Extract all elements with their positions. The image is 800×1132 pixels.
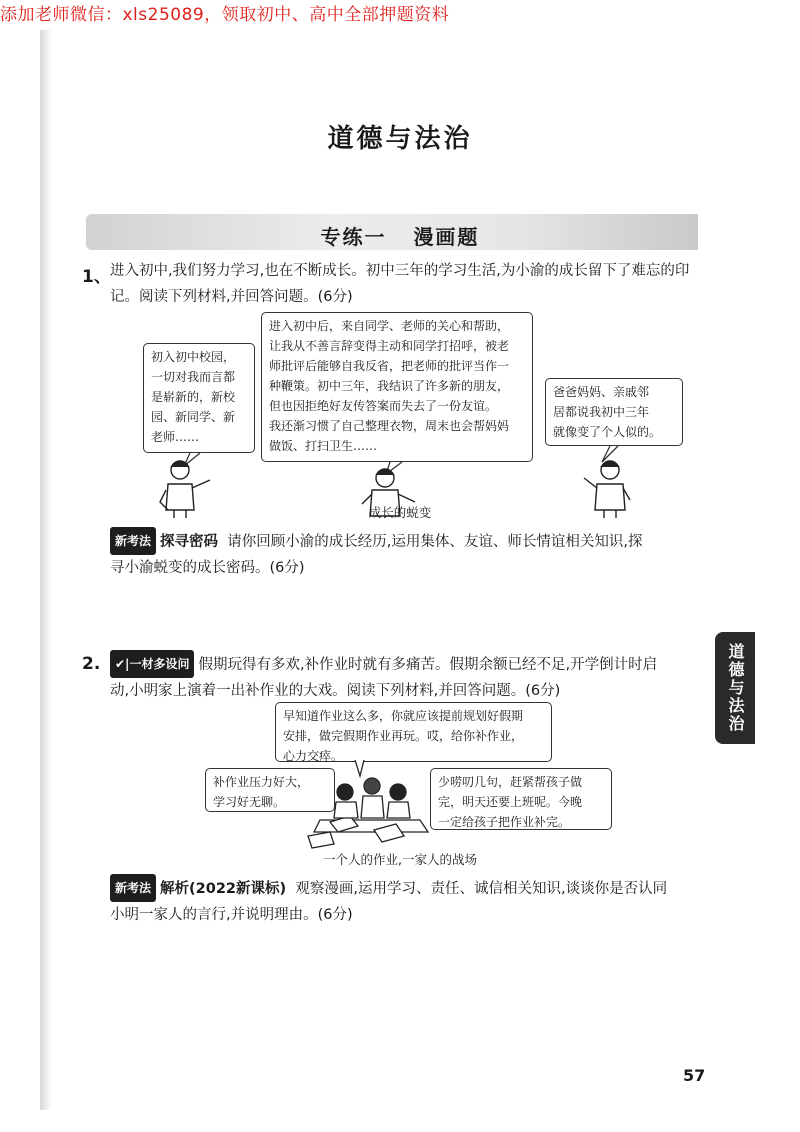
q1-task-line2: 寻小渝蜕变的成长密码。(6分): [110, 560, 305, 576]
page-number: 57: [683, 1066, 706, 1085]
q1-speech-bubble-right: 爸爸妈妈、亲戚邻 居都说我初中三年 就像变了个人似的。: [545, 378, 683, 446]
q1-task-label: 探寻密码: [160, 534, 219, 550]
q2-task-line2: 小明一家人的言行,并说明理由。(6分): [110, 907, 353, 923]
q1-speech-bubble-left: 初入初中校园， 一切对我而言都 是崭新的，新校 园、新同学、新 老师……: [143, 343, 255, 453]
section-title: [0, 221, 800, 250]
q2-family-homework-cartoon: [300, 760, 440, 850]
new-method-badge: 新考法: [110, 527, 156, 555]
q2-speech-bubble-right: 少唠叨几句，赶紧帮孩子做 完，明天还要上班呢。今晚 一定给孩子把作业补完。: [430, 768, 612, 830]
question-1-intro-line2: 记。阅读下列材料,并回答问题。(6分): [110, 289, 353, 305]
side-tab-subject: 道德与法治: [715, 632, 755, 744]
section-name: 漫画题: [413, 225, 480, 249]
section-label: 专练一: [320, 225, 387, 249]
watermark-text: 添加老师微信：xls25089，领取初中、高中全部押题资料: [0, 5, 450, 25]
q1-cartoon-caption: 成长的蜕变: [368, 505, 432, 520]
q2-cartoon-caption: 一个人的作业,一家人的战场: [323, 852, 477, 867]
question-2-number: 2.: [82, 654, 101, 674]
question-2-task: [110, 874, 710, 928]
q2-task-label: 解析(2022新课标): [160, 881, 287, 897]
q2-speech-bubble-top: 早知道作业这么多，你就应该提前规划好假期 安排，做完假期作业再玩。哎，给你补作业， 心力交瘁。: [275, 702, 552, 762]
question-2-intro: [110, 650, 710, 704]
q2-speech-bubble-left: 补作业压力好大， 学习好无聊。: [205, 768, 335, 812]
page-edge-shadow: [40, 30, 52, 1110]
question-1-intro: [110, 258, 710, 310]
multi-question-badge: ✔|一材多设问: [110, 650, 194, 678]
q1-task-line1: 请你回顾小渝的成长经历,运用集体、友谊、师长情谊相关知识,探: [227, 534, 643, 550]
multi-question-badge-label: 一材多设问: [129, 657, 190, 671]
question-1-task: [110, 527, 710, 581]
q2-task-line1: 观察漫画,运用学习、责任、诚信相关知识,谈谈你是否认同: [295, 881, 668, 897]
q2-intro-line1: 假期玩得有多欢,补作业时就有多痛苦。假期余额已经不足,开学倒计时启: [198, 657, 658, 673]
q1-speech-bubble-center: 进入初中后，来自同学、老师的关心和帮助， 让我从不善言辞变得主动和同学打招呼，被老 师批评后能够自我反省，把老师的批评当作一 种鞭策。初中三年，我结识了许多新的朋友， 但也因拒绝好友传答案而失去了一份友谊。 我还渐习惯了自己整理衣物，周末也会帮妈妈 做饭、打扫卫生……: [261, 312, 533, 462]
q2-intro-line2: 动,小明家上演着一出补作业的大戏。阅读下列材料,并回答问题。(6分): [110, 683, 561, 699]
new-method-badge-2: 新考法: [110, 874, 156, 902]
page-title: 道德与法治: [327, 124, 473, 154]
question-1-number: 1、: [82, 267, 111, 287]
question-1-intro-line1: 进入初中,我们努力学习,也在不断成长。初中三年的学习生活,为小渝的成长留下了难忘的印: [110, 263, 690, 279]
